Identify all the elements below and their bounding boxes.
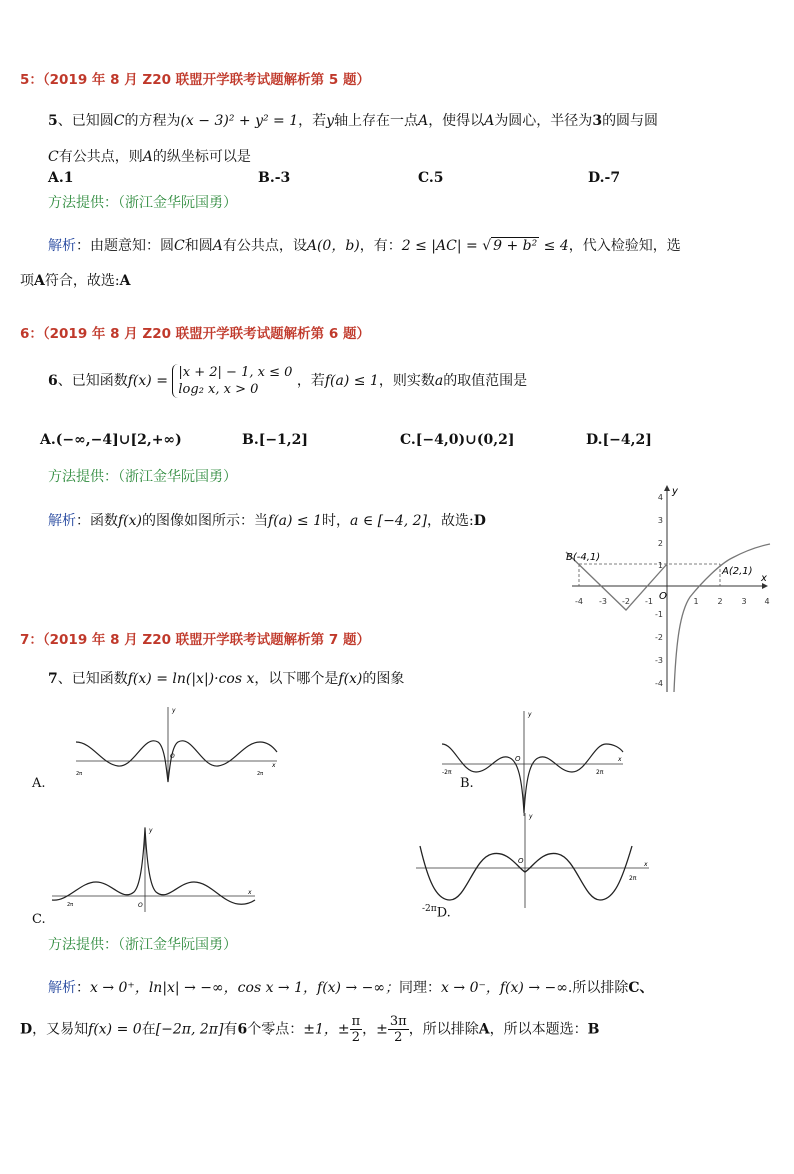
x-tick: 3 [741,597,747,606]
problem-6-method: 方法提供：（浙江金华阮国勇） [48,469,237,485]
x-axis-label: x [761,573,767,584]
problem-5-solution-line1: 解析：由题意知：圆C和圆A有公共点，设A(0，b)，有：2 ≤ |AC| = √ 9 + b² ≤ 4，代入检验知，选 [48,238,681,254]
option-d-label: $^{-2\pi}$D. [422,904,451,921]
option-b-label: B. [460,776,474,791]
svg-text:x: x [644,861,648,868]
y-tick: 2 [657,539,663,548]
x-tick: 4 [764,597,770,606]
y-tick: -1 [655,610,663,619]
problem-6-question: 6、已知函数f(x) = |x + 2| − 1, x ≤ 0 log₂ x, x > 0 ，若f(a) ≤ 1，则实数a的取值范围是 [48,365,528,397]
y-tick: -3 [655,656,663,665]
x-tick: 2 [717,597,723,606]
svg-text:O: O [515,755,521,763]
problem-7-question: 7、已知函数f(x) = ln(|x|)·cos x，以下哪个是f(x)的图象 [48,671,405,687]
svg-text:O: O [170,753,175,760]
svg-text:2π: 2π [76,771,83,777]
y-axis-label: y [672,486,678,497]
problem-6-option-b: B.[−1,2] [242,432,309,448]
origin-label: O [659,591,667,602]
problem-5-option-a: A.1 [48,170,74,186]
problem-6-option-a: A.(−∞,−4]∪[2,+∞) [40,432,182,448]
graph-option-d [414,810,654,910]
x-tick: -4 [575,597,583,606]
problem-7-method: 方法提供：（浙江金华阮国勇） [48,937,237,953]
svg-text:y: y [172,707,176,714]
y-tick: 1 [657,561,663,570]
y-tick: 4 [657,493,663,502]
svg-text:y: y [149,827,153,834]
problem-5-option-c: C.5 [418,170,444,186]
x-tick: -2 [622,597,630,606]
graph-option-a [72,704,282,784]
svg-text:y: y [528,711,532,718]
x-tick: 1 [693,597,699,606]
svg-text:x: x [618,756,622,763]
problem-7-solution-line2: D，又易知f(x) = 0在[−2π, 2π]有6个零点：±1，± $\frac{\pi}{2}$ ，± $\frac{3\pi}{2}$ ，所以排除A，所以本题选：B [20,1014,600,1045]
svg-text:y: y [529,813,533,820]
problem-6-option-d: D.[−4,2] [586,432,652,448]
svg-text:2π: 2π [629,875,637,882]
problem-7-solution-line1: 解析：x → 0⁺，ln|x| → −∞，cos x → 1，f(x) → −∞；同理：x → 0⁻，f(x) → −∞.所以排除C、 [48,980,654,996]
problem-5-option-d: D.-7 [588,170,621,186]
svg-text:O: O [138,902,143,909]
svg-text:2π: 2π [257,771,264,777]
y-tick: 3 [657,516,663,525]
x-tick: -3 [599,597,607,606]
problem-6-graph [562,482,772,697]
problem-5-method: 方法提供：（浙江金华阮国勇） [48,195,237,211]
x-tick: -1 [645,597,653,606]
problem-6-solution: 解析：函数f(x)的图像如图所示：当f(a) ≤ 1时，a ∈ [−4, 2]，故选:D [48,513,486,529]
svg-text:x: x [248,889,252,896]
option-a-label: A. [32,776,46,791]
problem-5-question-line1: 5、已知圆C的方程为(x − 3)² + y² = 1，若y轴上存在一点A，使得以A为圆心，半径为3的圆与圆 [48,113,659,129]
problem-7-header: 7：（2019 年 8 月 Z20 联盟开学联考试题解析第 7 题） [20,632,370,648]
graph-option-b [438,708,628,818]
point-b-label: B(-4,1) [566,552,601,563]
svg-text:O: O [518,857,524,865]
svg-text:x: x [272,762,276,769]
problem-5-header: 5：（2019 年 8 月 Z20 联盟开学联考试题解析第 5 题） [20,72,370,88]
y-tick: -2 [655,633,663,642]
graph-option-c [50,824,260,914]
problem-6-header: 6：（2019 年 8 月 Z20 联盟开学联考试题解析第 6 题） [20,326,370,342]
svg-text:2π: 2π [67,902,74,908]
problem-5-solution-line2: 项A符合，故选:A [20,273,131,289]
svg-text:2π: 2π [596,769,604,776]
problem-5-option-b: B.-3 [258,170,291,186]
problem-6-option-c: C.[−4,0)∪(0,2] [400,432,515,448]
y-tick: -4 [655,679,663,688]
option-c-label: C. [32,912,46,927]
point-a-label: A(2,1) [722,566,753,577]
svg-text:-2π: -2π [442,769,452,776]
problem-5-question-line2: C有公共点，则A的纵坐标可以是 [48,149,251,165]
